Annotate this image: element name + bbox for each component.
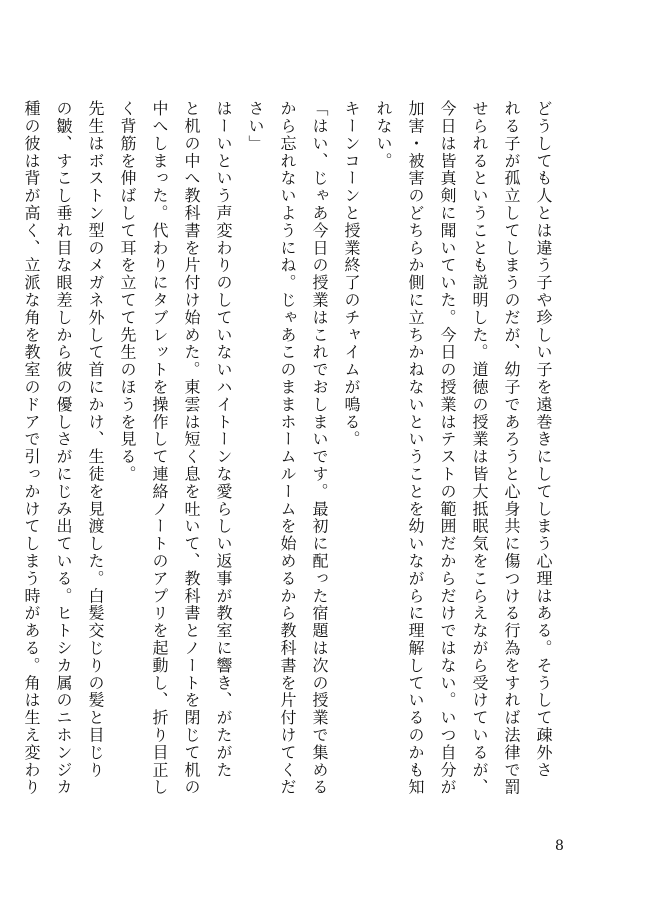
- text-line: さい」: [246, 100, 265, 153]
- page-number: 8: [555, 838, 564, 854]
- text-line: の皺、すこし垂れ目な眼差しから彼の優しさがにじみ出ている。ヒトシカ属のニホンジカ: [54, 100, 73, 796]
- text-line: れない。: [374, 100, 393, 170]
- text-line: 中へしまった。代わりにタブレットを操作して連絡ノートのアプリを起動し、折り目正し: [150, 100, 169, 796]
- text-line: から忘れないようにね。じゃあこのままホームルームを始めるから教科書を片付けてくだ: [278, 100, 297, 796]
- text-line: どうしても人とは違う子や珍しい子を遠巻きにしてしまう心理はある。そうして疎外さ: [534, 100, 553, 779]
- vertical-text-body: [22, 100, 559, 820]
- text-line: 今日は皆真剣に聞いていた。今日の授業はテストの範囲だからだけではない。いつ自分が: [438, 100, 457, 796]
- text-line: と机の中へ教科書を片付け始めた。東雲は短く息を吐いて、教科書とノートを閉じて机の: [182, 100, 201, 796]
- text-line: 先生はボストン型のメガネ外して首にかけ、生徒を見渡した。白髪交じりの髪と目じり: [86, 100, 105, 779]
- text-line: 種の彼は背が高く、立派な角を教室のドアで引っかけてしまう時がある。角は生え変わり: [22, 100, 41, 796]
- text-line: れる子が孤立してしまうのだが、幼子であろうと心身共に傷つける行為をすれば法律で罰: [502, 100, 521, 796]
- text-line: キーンコーンと授業終了のチャイムが鳴る。: [342, 100, 361, 448]
- text-line: せられるということも説明した。道徳の授業は皆大抵眠気をこらえながら受けているが、: [470, 100, 489, 796]
- text-line: 「はい、じゃあ今日の授業はこれでおしまいです。最初に配った宿題は次の授業で集める: [310, 100, 329, 796]
- text-line: く背筋を伸ばして耳を立てて先生のほうを見る。: [118, 100, 137, 483]
- text-line: はーいという声変わりのしていないハイトーンな愛らしい返事が教室に響き、がたがた: [214, 100, 233, 779]
- text-line: 加害・被害のどちらか側に立ちかねないということを幼いながらに理解しているのかも知: [406, 100, 425, 796]
